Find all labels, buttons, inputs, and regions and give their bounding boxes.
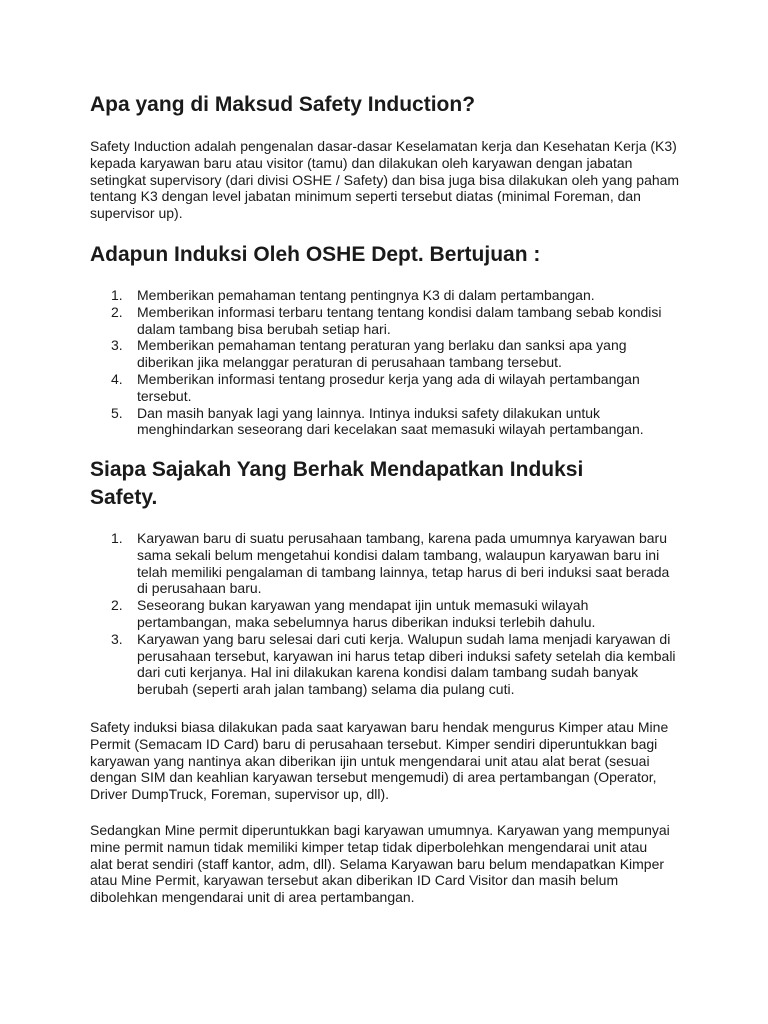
list-item-text: Dan masih banyak lagi yang lainnya. Intinya induksi safety dilakukan untuk menghindarkan seseorang dari kecelakan saat memasuki wilayah pertambangan. (137, 404, 644, 438)
list-item-text: Karyawan baru di suatu perusahaan tambang, karena pada umumnya karyawan baru sama sekali belum mengetahui kondisi dalam tambang, walaupun karyawan baru ini telah memiliki pengalaman di tambang lainnya, tetap harus di beri induksi saat berada di perusahaan baru. (137, 530, 670, 597)
list-item (90, 597, 680, 631)
list-number: 2. (111, 597, 123, 614)
list-item (90, 371, 680, 405)
list-number: 3. (111, 630, 123, 647)
list-item (90, 530, 680, 597)
list-item-text: Karyawan yang baru selesai dari cuti kerja. Walupun sudah lama menjadi karyawan di perusahaan tersebut, karyawan ini harus tetap diberi induksi safety setelah dia kembali dari cuti kerjanya. Hal ini dilakukan karena kondisi dalam tambang sudah banyak berubah (seperti arah jalan tambang) selama dia pulang cuti. (137, 630, 676, 698)
list-number: 3. (111, 337, 123, 354)
list-item (90, 287, 680, 304)
list-number: 1. (111, 287, 123, 303)
list-item-text: Memberikan pemahaman tentang peraturan yang berlaku dan sanksi apa yang diberikan jika melanggar peraturan di perusahaan tambang tersebut. (137, 337, 627, 371)
heading-induction-purpose: Adapun Induksi Oleh OSHE Dept. Bertujuan : (90, 243, 541, 266)
mine-permit-paragraph: Sedangkan Mine permit diperuntukkan bagi karyawan umumnya. Karyawan yang mempunyai mine permit namun tidak memiliki kimper tetap tidak diperbolehkan mengendarai unit atau alat berat sendiri (staff kantor, adm, dll). Selama Karyawan baru belum mendapatkan Kimper atau Mine Permit, karyawan tersebut akan diberikan ID Card Visitor dan masih belum dibolehkan mengendarai unit di area pertambangan. (90, 822, 670, 906)
list-item-text: Seseorang bukan karyawan yang mendapat ijin untuk memasuki wilayah pertambangan, maka sebelumnya harus diberikan induksi terlebih dahulu. (137, 597, 596, 630)
list-item (90, 304, 680, 338)
kimper-paragraph: Safety induksi biasa dilakukan pada saat karyawan baru hendak mengurus Kimper atau Mine Permit (Semacam ID Card) baru di perusahaan tersebut. Kimper sendiri diperuntukkan bagi karyawan yang nantinya akan diberikan ijin untuk mengendarai unit atau alat berat (sesuai dengan SIM dan keahlian karyawan tersebut mengemudi) di area pertambangan (Operator, Driver DumpTruck, Foreman, supervisor up, dll). (90, 719, 669, 803)
heading-what-is-safety-induction: Apa yang di Maksud Safety Induction? (90, 93, 476, 116)
list-item (90, 405, 680, 439)
list-item-text: Memberikan informasi terbaru tentang tentang kondisi dalam tambang sebab kondisi dalam tambang bisa berubah setiap hari. (137, 303, 662, 337)
list-number: 5. (111, 404, 123, 421)
list-number: 2. (111, 303, 123, 320)
list-item-text: Memberikan pemahaman tentang pentingnya K3 di dalam pertambangan. (137, 287, 595, 303)
list-item (90, 337, 680, 371)
heading-who-gets-induction: Siapa Sajakah Yang Berhak Mendapatkan Induksi Safety. (90, 458, 584, 509)
list-number: 4. (111, 370, 123, 387)
list-number: 1. (111, 530, 123, 546)
list-item-text: Memberikan informasi tentang prosedur kerja yang ada di wilayah pertambangan tersebut. (137, 370, 640, 404)
intro-paragraph: Safety Induction adalah pengenalan dasar-dasar Keselamatan kerja dan Kesehatan Kerja (K3) kepada karyawan baru atau visitor (tamu) dan dilakukan oleh karyawan dengan jabatan setingkat supervisory (dari divisi OSHE / Safety) dan bisa juga bisa dilakukan oleh yang paham tentang K3 dengan level jabatan minimum seperti tersebut diatas (minimal Foreman, dan supervisor up). (90, 138, 680, 222)
eligibility-list (90, 530, 680, 698)
list-item (90, 631, 680, 698)
purpose-list (90, 287, 680, 438)
